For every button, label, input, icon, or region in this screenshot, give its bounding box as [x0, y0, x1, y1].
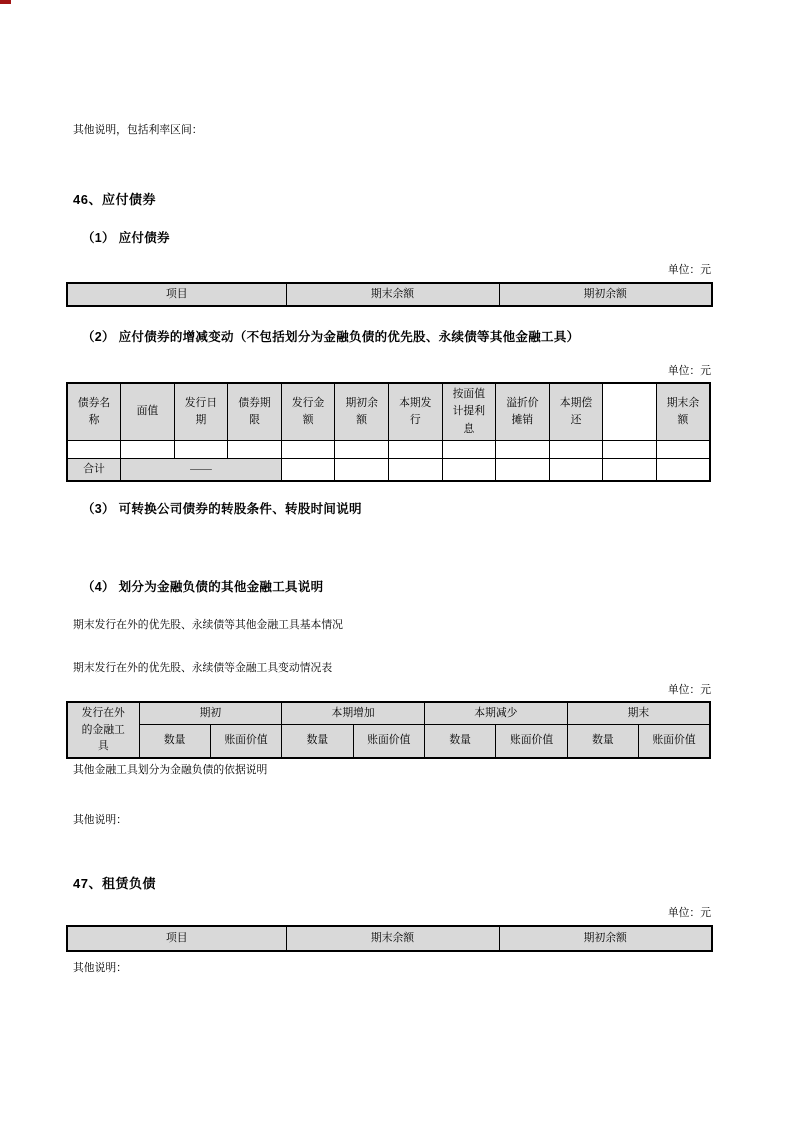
col-closing-balance: 期末余额 [656, 383, 710, 440]
table-header-row [67, 283, 712, 306]
col-bond-term: 债券期限 [228, 383, 282, 440]
empty-cell [67, 440, 121, 458]
empty-cell [442, 440, 496, 458]
group-decrease: 本期减少 [425, 702, 568, 724]
section-46-4-title: （4） 划分为金融负债的其他金融工具说明 [82, 580, 324, 594]
table-header-row [67, 926, 712, 951]
bonds-movement-table [66, 382, 711, 482]
col-quantity: 数量 [139, 724, 210, 758]
empty-cell [496, 440, 550, 458]
section-46-3-title: （3） 可转换公司债券的转股条件、转股时间说明 [82, 502, 362, 516]
empty-cell [656, 458, 710, 481]
empty-data-row [67, 440, 710, 458]
col-opening-balance: 期初余额 [335, 383, 389, 440]
unit-label: 单位：元 [667, 264, 711, 276]
empty-cell [281, 440, 335, 458]
col-current-repayment: 本期偿还 [549, 383, 603, 440]
other-note-46: 其他说明： [73, 814, 127, 826]
unit-label: 单位：元 [667, 907, 711, 919]
col-issue-date: 发行日期 [174, 383, 228, 440]
empty-cell [174, 440, 228, 458]
col-current-issue: 本期发行 [388, 383, 442, 440]
empty-cell [121, 440, 175, 458]
col-carrying-value: 账面价值 [210, 724, 281, 758]
instruments-change-note: 期末发行在外的优先股、永续债等金融工具变动情况表 [73, 662, 333, 674]
page-corner-mark [0, 0, 11, 4]
empty-cell [388, 440, 442, 458]
other-financial-instruments-table [66, 701, 711, 759]
empty-cell [496, 458, 550, 481]
unit-label: 单位：元 [667, 365, 711, 377]
col-carrying-value: 账面价值 [496, 724, 567, 758]
col-issue-amount: 发行金额 [281, 383, 335, 440]
total-dash-cell: —— [121, 458, 282, 481]
empty-cell [388, 458, 442, 481]
empty-cell [549, 440, 603, 458]
col-closing-balance: 期末余额 [286, 283, 499, 306]
bonds-payable-table [66, 282, 713, 307]
empty-cell [281, 458, 335, 481]
table-subheader-row [67, 724, 710, 758]
total-row [67, 458, 710, 481]
col-carrying-value: 账面价值 [353, 724, 424, 758]
col-quantity: 数量 [282, 724, 353, 758]
instruments-basic-note: 期末发行在外的优先股、永续债等其他金融工具基本情况 [73, 619, 343, 631]
col-bond-name: 债券名称 [67, 383, 121, 440]
empty-cell [549, 458, 603, 481]
col-opening-balance: 期初余额 [499, 283, 712, 306]
group-closing: 期末 [567, 702, 710, 724]
col-premium-amortization: 溢折价摊销 [496, 383, 550, 440]
empty-cell [656, 440, 710, 458]
col-interest-at-par: 按面值计提利息 [442, 383, 496, 440]
section-46-2-title: （2） 应付债券的增减变动（不包括划分为金融负债的优先股、永续债等其他金融工具） [82, 330, 580, 344]
table-header-row [67, 383, 710, 440]
col-item: 项目 [67, 283, 286, 306]
empty-cell [335, 458, 389, 481]
lease-liabilities-table [66, 925, 713, 952]
classification-basis-note: 其他金融工具划分为金融负债的依据说明 [73, 764, 268, 776]
empty-cell [603, 440, 657, 458]
section-46-title: 46、应付债券 [73, 192, 156, 207]
empty-cell [603, 458, 657, 481]
empty-cell [228, 440, 282, 458]
group-increase: 本期增加 [282, 702, 425, 724]
col-quantity: 数量 [425, 724, 496, 758]
empty-cell [335, 440, 389, 458]
col-item: 项目 [67, 926, 286, 951]
col-quantity: 数量 [567, 724, 638, 758]
total-label-cell: 合计 [67, 458, 121, 481]
col-outstanding-instruments: 发行在外的金融工具 [67, 702, 139, 758]
group-opening: 期初 [139, 702, 282, 724]
col-carrying-value: 账面价值 [639, 724, 710, 758]
other-note-47: 其他说明： [73, 962, 127, 974]
section-46-1-title: （1） 应付债券 [82, 231, 170, 245]
unit-label: 单位：元 [667, 684, 711, 696]
interest-range-note: 其他说明，包括利率区间： [73, 124, 203, 136]
col-closing-balance: 期末余额 [286, 926, 499, 951]
table-group-header-row [67, 702, 710, 724]
col-face-value: 面值 [121, 383, 175, 440]
section-47-title: 47、租赁负债 [73, 876, 156, 891]
col-opening-balance: 期初余额 [499, 926, 712, 951]
empty-cell [442, 458, 496, 481]
col-blank [603, 383, 657, 440]
